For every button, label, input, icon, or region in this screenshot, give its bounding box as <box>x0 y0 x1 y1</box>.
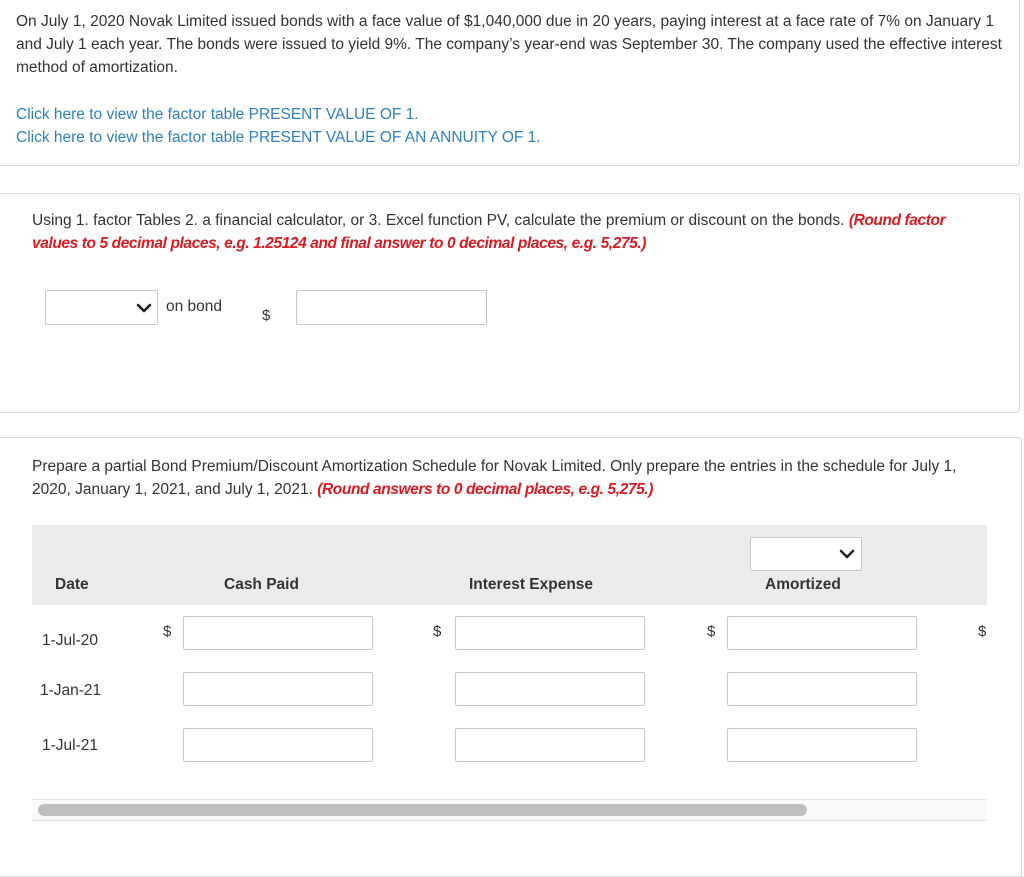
interest-expense-input-row2[interactable] <box>455 672 645 706</box>
premium-discount-select[interactable] <box>45 290 158 325</box>
scrollbar-thumb[interactable] <box>38 804 807 816</box>
row-date: 1-Jan-21 <box>40 682 102 699</box>
amortization-rounding-note: (Round answers to 0 decimal places, e.g. 5,275.) <box>317 481 653 498</box>
column-header-cash-paid: Cash Paid <box>224 576 299 593</box>
amortization-instruction <box>32 455 997 501</box>
currency-symbol: $ <box>163 623 172 640</box>
link-annuity-table[interactable]: Click here to view the factor table PRESENT VALUE OF AN ANNUITY OF 1. <box>16 129 541 146</box>
problem-text: On July 1, 2020 Novak Limited issued bonds with a face value of $1,040,000 due in 20 years, paying interest at a face rate of 7% on January 1 and July 1 each year. The bonds were issued to yield 9%. The company’s year-end was September 30. The company used the effective interest method of amortization. <box>16 13 1002 76</box>
interest-expense-input-row3[interactable] <box>455 728 645 762</box>
column-header-interest-expense: Interest Expense <box>469 576 594 593</box>
cash-paid-input-row2[interactable] <box>183 672 373 706</box>
rounding-note: (Round factor values to 5 decimal places, e.g. 1.25124 and final answer to 0 decimal places, e.g. 5,275.) <box>32 212 946 252</box>
row-date: 1-Jul-21 <box>42 737 98 754</box>
cash-paid-input-row3[interactable] <box>183 728 373 762</box>
amortized-input-row1[interactable] <box>727 616 917 650</box>
link-present-value-table[interactable]: Click here to view the factor table PRESENT VALUE OF 1. <box>16 106 419 123</box>
chevron-down-icon <box>136 302 152 314</box>
row-date: 1-Jul-20 <box>42 632 98 649</box>
premium-discount-amount-input[interactable] <box>296 290 487 325</box>
on-bond-label: on bond <box>166 298 223 315</box>
premium-discount-instruction <box>32 209 992 255</box>
interest-expense-input-row1[interactable] <box>455 616 645 650</box>
currency-symbol: $ <box>262 307 271 324</box>
currency-symbol: $ <box>707 623 716 640</box>
currency-symbol: $ <box>433 623 442 640</box>
cash-paid-input-row1[interactable] <box>183 616 373 650</box>
column-header-date: Date <box>55 576 89 593</box>
chevron-down-icon <box>839 548 855 560</box>
amortized-type-select[interactable] <box>750 537 862 571</box>
currency-symbol: $ <box>978 623 987 640</box>
amortized-input-row3[interactable] <box>727 728 917 762</box>
amortization-instruction-text: Prepare a partial Bond Premium/Discount Amortization Schedule for Novak Limited. Only prepare the entries in the schedule for July 1, 2020, January 1, 2021, and July 1, 2021. <box>32 458 957 498</box>
instruction-text: Using 1. factor Tables 2. a financial calculator, or 3. Excel function PV, calculate the premium or discount on the bonds. <box>32 212 845 229</box>
column-header-amortized: Amortized <box>765 576 841 593</box>
amortized-input-row2[interactable] <box>727 672 917 706</box>
